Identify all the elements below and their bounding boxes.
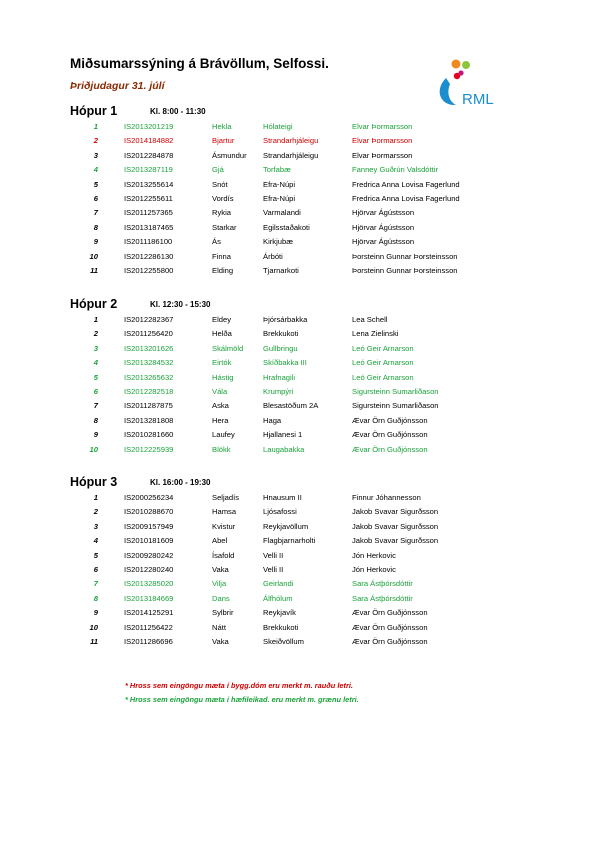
horse-name: Starkar <box>212 222 237 232</box>
row-number: 5 <box>93 372 98 382</box>
rider-name: Ævar Örn Guðjónsson <box>352 444 428 454</box>
table-row <box>0 635 595 649</box>
row-number: 11 <box>90 266 98 275</box>
rider-name: Jón Herkovic <box>352 565 396 574</box>
horse-farm: Hrafnagili <box>263 372 296 382</box>
table-row <box>0 371 595 385</box>
rider-name: Leó Geir Arnarson <box>352 343 414 353</box>
horse-farm: Kirkjubæ <box>263 237 293 247</box>
table-row <box>0 163 595 177</box>
rider-name: Ævar Örn Guðjónsson <box>352 637 428 646</box>
horse-farm: Blesastöðum 2A <box>263 401 319 411</box>
horse-name: Hamsa <box>212 507 237 517</box>
row-number: 5 <box>93 179 98 189</box>
row-number: 6 <box>93 387 98 396</box>
row-number: 2 <box>93 136 98 146</box>
horse-id: IS2011256420 <box>124 329 173 339</box>
table-row <box>0 577 595 591</box>
rider-name: Sara Ástþórsdóttir <box>352 593 413 603</box>
horse-name: Skálmöld <box>212 343 244 353</box>
row-number: 4 <box>93 536 98 546</box>
horse-id: IS2010181609 <box>124 536 174 546</box>
horse-id: IS2012282518 <box>124 387 174 396</box>
horse-name: Vilja <box>212 579 227 589</box>
rider-name: Leó Geir Arnarson <box>352 372 414 382</box>
horse-farm: Velli II <box>263 565 284 574</box>
horse-farm: Krumpýri <box>263 387 294 396</box>
horse-id: IS2012284878 <box>124 150 174 160</box>
rml-logo <box>426 56 506 112</box>
rider-name: Ævar Örn Guðjónsson <box>352 608 428 618</box>
horse-farm: Geirlandi <box>263 579 294 589</box>
horse-name: Ás <box>212 237 221 247</box>
logo-dot-orange <box>452 60 461 69</box>
horse-id: IS2013284532 <box>124 358 174 368</box>
horse-farm: Álfhólum <box>263 593 293 603</box>
group-heading: Hópur 1 <box>70 104 118 118</box>
rider-name: Þorsteinn Gunnar Þorsteinsson <box>352 251 458 261</box>
rider-name: Jakob Svavar Sigurðsson <box>352 521 439 531</box>
row-number: 3 <box>93 343 98 353</box>
table-row <box>0 342 595 356</box>
table-row <box>0 356 595 370</box>
horse-name: Dans <box>212 593 230 603</box>
horse-farm: Þjórsárbakka <box>263 315 308 324</box>
horse-name: Nátt <box>212 622 226 632</box>
horse-name: Aska <box>212 401 229 411</box>
horse-name: Seljadís <box>212 493 240 502</box>
group-time: Kl. 16:00 - 19:30 <box>150 478 211 487</box>
horse-farm: Hólateigi <box>263 122 293 131</box>
row-number: 9 <box>93 430 98 440</box>
table-row <box>0 491 595 505</box>
horse-farm: Brekkukoti <box>263 622 299 632</box>
rider-name: Elvar Þormarsson <box>352 150 413 160</box>
table-row <box>0 549 595 563</box>
row-number: 8 <box>93 593 98 603</box>
rider-name: Ævar Örn Guðjónsson <box>352 415 428 425</box>
horse-farm: Hjallanesi 1 <box>263 430 303 440</box>
horse-farm: Strandarhjáleigu <box>263 136 319 146</box>
row-number: 7 <box>93 579 98 589</box>
horse-id: IS2013184669 <box>124 593 174 603</box>
horse-farm: Haga <box>263 415 282 425</box>
horse-id: IS2011286696 <box>124 637 173 646</box>
rider-name: Leó Geir Arnarson <box>352 358 414 368</box>
horse-id: IS2013187465 <box>124 222 174 232</box>
rider-name: Sigursteinn Sumarliðason <box>352 387 439 396</box>
horse-id: IS2012225939 <box>124 444 174 454</box>
horse-name: Bjartur <box>212 136 235 146</box>
rider-name: Sara Ástþórsdóttir <box>352 579 413 589</box>
row-number: 9 <box>93 237 98 247</box>
horse-id: IS2012280240 <box>124 565 174 574</box>
horse-farm: Laugabakka <box>263 444 305 454</box>
row-number: 7 <box>93 208 98 218</box>
rider-name: Sigursteinn Sumarliðason <box>352 401 439 411</box>
table-row <box>0 563 595 577</box>
horse-name: Hekla <box>212 122 232 131</box>
horse-name: Elding <box>212 266 234 275</box>
rider-name: Elvar Þormarsson <box>352 136 413 146</box>
row-number: 11 <box>90 637 98 646</box>
rider-name: Þorsteinn Gunnar Þorsteinsson <box>352 266 458 275</box>
horse-id: IS2000256234 <box>124 493 174 502</box>
horse-id: IS2009280242 <box>124 550 174 560</box>
row-number: 2 <box>93 329 98 339</box>
rider-name: Lena Zielinski <box>352 329 399 339</box>
row-number: 3 <box>93 150 98 160</box>
logo-dot-green <box>462 61 470 69</box>
table-row <box>0 206 595 220</box>
horse-name: Ásmundur <box>212 150 247 160</box>
horse-farm: Torfabæ <box>263 165 291 175</box>
table-row <box>0 327 595 341</box>
horse-id: IS2013285020 <box>124 579 174 589</box>
table-row <box>0 178 595 192</box>
table-row <box>0 592 595 606</box>
horse-id: IS2013287119 <box>124 165 173 175</box>
rider-name: Ævar Örn Guðjónsson <box>352 430 428 440</box>
legend-note: * Hross sem eingöngu mæta í hæfileikad. eru merkt m. grænu letri. <box>125 695 359 704</box>
table-row <box>0 606 595 620</box>
horse-id: IS2013265632 <box>124 372 174 382</box>
horse-farm: Reykjavík <box>263 608 296 618</box>
table-row <box>0 399 595 413</box>
row-number: 4 <box>93 358 98 368</box>
horse-id: IS2012286130 <box>124 251 174 261</box>
horse-id: IS2012282367 <box>124 315 174 324</box>
table-row <box>0 313 595 327</box>
horse-name: Abel <box>212 536 228 546</box>
horse-id: IS2012255800 <box>124 266 174 275</box>
table-row <box>0 414 595 428</box>
horse-farm: Efra-Núpi <box>263 194 296 203</box>
horse-id: IS2010281660 <box>124 430 174 440</box>
row-number: 6 <box>93 194 98 203</box>
row-number: 3 <box>93 521 98 531</box>
row-number: 10 <box>89 444 98 454</box>
rider-name: Fanney Guðrún Valsdóttir <box>352 165 438 175</box>
table-row <box>0 221 595 235</box>
table-row <box>0 534 595 548</box>
table-row <box>0 149 595 163</box>
horse-id: IS2013281808 <box>124 415 174 425</box>
page-subtitle: Þriðjudagur 31. júlí <box>70 80 165 92</box>
rider-name: Lea Schell <box>352 315 388 324</box>
row-number: 10 <box>89 251 98 261</box>
row-number: 8 <box>93 222 98 232</box>
horse-name: Vaka <box>212 637 229 646</box>
group-heading: Hópur 2 <box>70 297 118 311</box>
table-row <box>0 385 595 399</box>
page-title: Miðsumarssýning á Brávöllum, Selfossi. <box>70 56 329 71</box>
rider-name: Elvar Þormarsson <box>352 122 413 131</box>
legend-note: * Hross sem eingöngu mæta í bygg.dóm eru merkt m. rauðu letri. <box>125 681 353 690</box>
row-number: 2 <box>93 507 98 517</box>
table-row <box>0 250 595 264</box>
horse-farm: Efra-Núpi <box>263 179 296 189</box>
logo-text: RML <box>462 91 494 108</box>
rider-name: Hjörvar Ágústsson <box>352 208 415 218</box>
horse-farm: Flagbjarnarholti <box>263 536 316 546</box>
horse-id: IS2011256422 <box>124 622 173 632</box>
row-number: 7 <box>93 401 98 411</box>
table-row <box>0 428 595 442</box>
table-row <box>0 505 595 519</box>
horse-name: Blökk <box>212 444 231 454</box>
row-number: 1 <box>93 315 98 324</box>
horse-name: Vordís <box>212 194 234 203</box>
horse-id: IS2013255614 <box>124 179 174 189</box>
horse-farm: Egilsstaðakoti <box>263 222 310 232</box>
horse-id: IS2011186100 <box>124 237 173 247</box>
horse-name: Hástig <box>212 372 234 382</box>
table-row <box>0 120 595 134</box>
rider-name: Ævar Örn Guðjónsson <box>352 622 428 632</box>
horse-id: IS2014184882 <box>124 136 174 146</box>
horse-name: Helða <box>212 329 232 339</box>
horse-farm: Reykjavöllum <box>263 521 309 531</box>
horse-id: IS2012255611 <box>124 194 173 203</box>
group-time: Kl. 8:00 - 11:30 <box>150 107 206 116</box>
horse-name: Vaka <box>212 565 229 574</box>
horse-farm: Brekkukoti <box>263 329 299 339</box>
horse-name: Sylbrir <box>212 608 234 618</box>
table-row <box>0 443 595 457</box>
row-number: 4 <box>93 165 98 175</box>
row-number: 5 <box>93 550 98 560</box>
horse-farm: Skeiðvöllum <box>263 637 304 646</box>
horse-id: IS2013201219 <box>124 122 174 131</box>
horse-farm: Árbóti <box>263 251 283 261</box>
table-row <box>0 520 595 534</box>
rider-name: Jón Herkovic <box>352 550 396 560</box>
horse-name: Laufey <box>212 430 235 440</box>
horse-id: IS2014125291 <box>124 608 174 618</box>
table-row <box>0 235 595 249</box>
rider-name: Fredrica Anna Lovisa Fagerlund <box>352 179 460 189</box>
table-row <box>0 192 595 206</box>
horse-name: Ísafold <box>212 550 235 560</box>
row-number: 6 <box>93 565 98 574</box>
horse-name: Finna <box>212 251 231 261</box>
row-number: 8 <box>93 415 98 425</box>
horse-farm: Varmalandi <box>263 208 301 218</box>
horse-farm: Tjarnarkoti <box>263 266 299 275</box>
horse-id: IS2010288670 <box>124 507 174 517</box>
horse-farm: Gullbringu <box>263 343 298 353</box>
row-number: 1 <box>93 493 98 502</box>
table-row <box>0 621 595 635</box>
rider-name: Finnur Jóhannesson <box>352 493 421 502</box>
horse-name: Gjá <box>212 165 224 175</box>
row-number: 9 <box>93 608 98 618</box>
horse-name: Snót <box>212 179 228 189</box>
rider-name: Jakob Svavar Sigurðsson <box>352 536 439 546</box>
horse-farm: Hnausum II <box>263 493 302 502</box>
horse-name: Eirtók <box>212 358 232 368</box>
rider-name: Hjörvar Ágústsson <box>352 237 415 247</box>
table-row <box>0 264 595 278</box>
table-row <box>0 134 595 148</box>
horse-farm: Velli II <box>263 550 284 560</box>
horse-name: Hera <box>212 415 229 425</box>
rider-name: Hjörvar Ágústsson <box>352 222 415 232</box>
horse-id: IS2011257365 <box>124 208 173 218</box>
rider-name: Fredrica Anna Lovisa Fagerlund <box>352 194 460 203</box>
horse-id: IS2009157949 <box>124 521 174 531</box>
horse-farm: Strandarhjáleigu <box>263 150 319 160</box>
group-time: Kl. 12:30 - 15:30 <box>150 300 211 309</box>
horse-name: Eldey <box>212 315 231 324</box>
group-heading: Hópur 3 <box>70 475 118 489</box>
horse-farm: Skíðbakka III <box>263 358 307 368</box>
horse-farm: Ljósafossi <box>263 507 297 517</box>
logo-dot-magenta <box>458 70 463 75</box>
logo-swirl <box>440 78 456 105</box>
row-number: 1 <box>93 122 98 131</box>
rider-name: Jakob Svavar Sigurðsson <box>352 507 439 517</box>
horse-name: Kvistur <box>212 521 236 531</box>
row-number: 10 <box>89 622 98 632</box>
horse-id: IS2013201626 <box>124 343 174 353</box>
horse-name: Vála <box>212 387 228 396</box>
horse-id: IS2011287875 <box>124 401 173 411</box>
horse-name: Rykia <box>212 208 231 218</box>
